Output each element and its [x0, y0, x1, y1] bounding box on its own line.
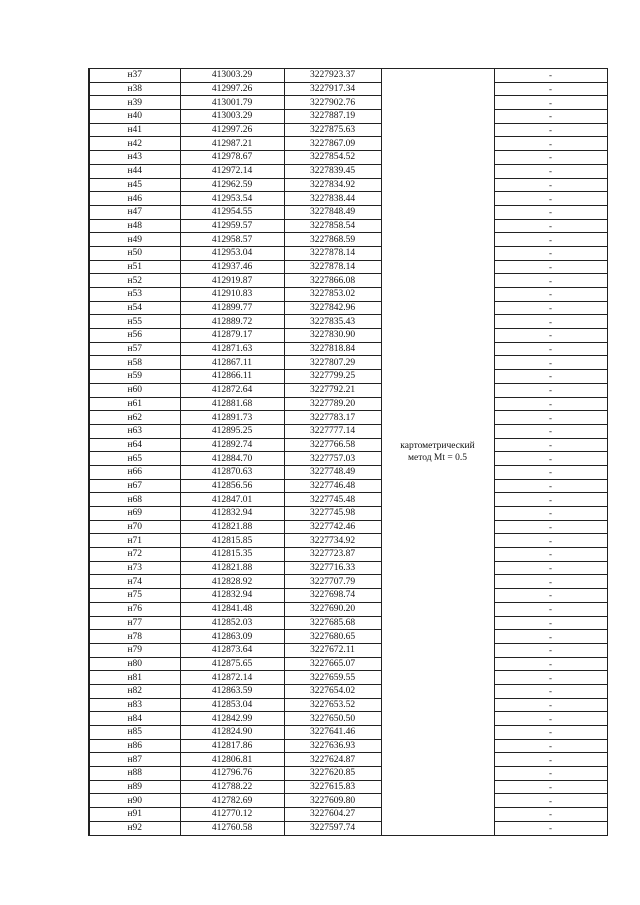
coordinate-y: 3227757.03 — [284, 452, 381, 466]
table-row — [89, 684, 607, 698]
mark-cell: - — [494, 151, 607, 165]
mark-cell: - — [494, 561, 607, 575]
table-row — [89, 82, 607, 96]
mark-cell: - — [494, 753, 607, 767]
point-name: н57 — [89, 342, 180, 356]
coordinate-x: 412832.94 — [180, 507, 284, 521]
mark-cell: - — [494, 438, 607, 452]
coordinate-x: 412889.72 — [180, 315, 284, 329]
coordinate-x: 412879.17 — [180, 329, 284, 343]
point-name: н60 — [89, 383, 180, 397]
point-name: н44 — [89, 164, 180, 178]
coordinate-x: 412954.55 — [180, 205, 284, 219]
coordinate-x: 412824.90 — [180, 726, 284, 740]
coordinate-y: 3227745.98 — [284, 507, 381, 521]
coordinate-y: 3227878.14 — [284, 260, 381, 274]
mark-cell: - — [494, 794, 607, 808]
coordinate-y: 3227887.19 — [284, 110, 381, 124]
coordinate-y: 3227734.92 — [284, 534, 381, 548]
coordinate-y: 3227917.34 — [284, 82, 381, 96]
mark-cell: - — [494, 370, 607, 384]
coordinate-x: 413003.29 — [180, 69, 284, 83]
mark-cell: - — [494, 288, 607, 302]
point-name: н78 — [89, 630, 180, 644]
coordinate-y: 3227902.76 — [284, 96, 381, 110]
coordinate-y: 3227641.46 — [284, 726, 381, 740]
mark-cell: - — [494, 507, 607, 521]
table-row — [89, 794, 607, 808]
table-row — [89, 739, 607, 753]
coordinate-x: 412866.11 — [180, 370, 284, 384]
point-name: н43 — [89, 151, 180, 165]
point-name: н67 — [89, 479, 180, 493]
coordinate-x: 413001.79 — [180, 96, 284, 110]
mark-cell: - — [494, 493, 607, 507]
table-row — [89, 397, 607, 411]
coordinate-y: 3227835.43 — [284, 315, 381, 329]
coordinate-y: 3227698.74 — [284, 589, 381, 603]
table-row — [89, 274, 607, 288]
table-row — [89, 643, 607, 657]
table-row — [89, 356, 607, 370]
coordinate-x: 412863.59 — [180, 684, 284, 698]
table-row — [89, 780, 607, 794]
mark-cell: - — [494, 192, 607, 206]
mark-cell: - — [494, 520, 607, 534]
coordinate-y: 3227690.20 — [284, 602, 381, 616]
coordinate-y: 3227665.07 — [284, 657, 381, 671]
table-row — [89, 561, 607, 575]
coordinate-y: 3227745.48 — [284, 493, 381, 507]
table-row — [89, 178, 607, 192]
point-name: н89 — [89, 780, 180, 794]
point-name: н50 — [89, 246, 180, 260]
coordinate-x: 412937.46 — [180, 260, 284, 274]
mark-cell: - — [494, 767, 607, 781]
mark-cell: - — [494, 137, 607, 151]
point-name: н76 — [89, 602, 180, 616]
table-row — [89, 589, 607, 603]
mark-cell: - — [494, 548, 607, 562]
table-row — [89, 452, 607, 466]
table-row — [89, 507, 607, 521]
mark-cell: - — [494, 397, 607, 411]
mark-cell: - — [494, 616, 607, 630]
coordinate-y: 3227853.02 — [284, 288, 381, 302]
point-name: н63 — [89, 424, 180, 438]
table-row — [89, 370, 607, 384]
table-row — [89, 383, 607, 397]
mark-cell: - — [494, 383, 607, 397]
mark-cell: - — [494, 575, 607, 589]
point-name: н71 — [89, 534, 180, 548]
coordinate-x: 412959.57 — [180, 219, 284, 233]
coordinate-y: 3227723.87 — [284, 548, 381, 562]
coordinate-x: 412953.54 — [180, 192, 284, 206]
coordinate-y: 3227830.90 — [284, 329, 381, 343]
coordinates-sheet — [88, 68, 606, 836]
coordinate-x: 412870.63 — [180, 465, 284, 479]
point-name: н88 — [89, 767, 180, 781]
table-row — [89, 479, 607, 493]
mark-cell: - — [494, 424, 607, 438]
table-row — [89, 493, 607, 507]
mark-cell: - — [494, 780, 607, 794]
table-row — [89, 657, 607, 671]
coordinate-x: 412817.86 — [180, 739, 284, 753]
point-name: н38 — [89, 82, 180, 96]
coordinate-x: 412832.94 — [180, 589, 284, 603]
coordinate-y: 3227818.84 — [284, 342, 381, 356]
mark-cell: - — [494, 329, 607, 343]
point-name: н52 — [89, 274, 180, 288]
coordinate-x: 412972.14 — [180, 164, 284, 178]
coordinate-x: 412873.64 — [180, 643, 284, 657]
table-row — [89, 246, 607, 260]
table-row — [89, 69, 607, 83]
coordinate-y: 3227834.92 — [284, 178, 381, 192]
method-cell — [381, 69, 494, 836]
mark-cell: - — [494, 671, 607, 685]
table-row — [89, 342, 607, 356]
coordinate-y: 3227636.93 — [284, 739, 381, 753]
coordinate-y: 3227766.58 — [284, 438, 381, 452]
coordinate-y: 3227875.63 — [284, 123, 381, 137]
point-name: н68 — [89, 493, 180, 507]
mark-cell: - — [494, 219, 607, 233]
point-name: н73 — [89, 561, 180, 575]
point-name: н62 — [89, 411, 180, 425]
point-name: н87 — [89, 753, 180, 767]
table-row — [89, 602, 607, 616]
point-name: н46 — [89, 192, 180, 206]
coordinate-x: 412872.14 — [180, 671, 284, 685]
point-name: н79 — [89, 643, 180, 657]
coordinate-y: 3227783.17 — [284, 411, 381, 425]
coordinate-x: 412821.88 — [180, 561, 284, 575]
point-name: н40 — [89, 110, 180, 124]
coordinate-y: 3227807.29 — [284, 356, 381, 370]
coordinate-x: 413003.29 — [180, 110, 284, 124]
coordinate-y: 3227789.20 — [284, 397, 381, 411]
point-name: н45 — [89, 178, 180, 192]
coordinate-y: 3227848.49 — [284, 205, 381, 219]
point-name: н81 — [89, 671, 180, 685]
coordinate-x: 412978.67 — [180, 151, 284, 165]
point-name: н39 — [89, 96, 180, 110]
coordinate-y: 3227838.44 — [284, 192, 381, 206]
table-row — [89, 137, 607, 151]
mark-cell: - — [494, 698, 607, 712]
coordinate-y: 3227742.46 — [284, 520, 381, 534]
coordinate-y: 3227680.65 — [284, 630, 381, 644]
mark-cell: - — [494, 643, 607, 657]
coordinate-x: 412815.85 — [180, 534, 284, 548]
point-name: н65 — [89, 452, 180, 466]
coordinate-y: 3227615.83 — [284, 780, 381, 794]
coordinate-y: 3227866.08 — [284, 274, 381, 288]
table-row — [89, 808, 607, 822]
point-name: н56 — [89, 329, 180, 343]
point-name: н92 — [89, 821, 180, 835]
mark-cell: - — [494, 602, 607, 616]
table-row — [89, 767, 607, 781]
coordinate-y: 3227868.59 — [284, 233, 381, 247]
point-name: н80 — [89, 657, 180, 671]
point-name: н74 — [89, 575, 180, 589]
mark-cell: - — [494, 178, 607, 192]
coordinate-x: 412872.64 — [180, 383, 284, 397]
table-row — [89, 96, 607, 110]
table-row — [89, 424, 607, 438]
coordinate-x: 412997.26 — [180, 82, 284, 96]
point-name: н55 — [89, 315, 180, 329]
coordinate-x: 412884.70 — [180, 452, 284, 466]
point-name: н91 — [89, 808, 180, 822]
table-row — [89, 301, 607, 315]
coordinate-x: 412760.58 — [180, 821, 284, 835]
coordinate-y: 3227707.79 — [284, 575, 381, 589]
coordinate-y: 3227624.87 — [284, 753, 381, 767]
coordinate-x: 412853.04 — [180, 698, 284, 712]
coordinate-x: 412867.11 — [180, 356, 284, 370]
coordinate-y: 3227842.96 — [284, 301, 381, 315]
table-row — [89, 164, 607, 178]
coordinate-x: 412953.04 — [180, 246, 284, 260]
coordinate-y: 3227839.45 — [284, 164, 381, 178]
point-name: н70 — [89, 520, 180, 534]
table-row — [89, 534, 607, 548]
mark-cell: - — [494, 260, 607, 274]
point-name: н90 — [89, 794, 180, 808]
mark-cell: - — [494, 82, 607, 96]
point-name: н75 — [89, 589, 180, 603]
coordinate-y: 3227716.33 — [284, 561, 381, 575]
coordinate-x: 412892.74 — [180, 438, 284, 452]
coordinate-x: 412788.22 — [180, 780, 284, 794]
table-row — [89, 726, 607, 740]
mark-cell: - — [494, 808, 607, 822]
point-name: н86 — [89, 739, 180, 753]
coordinate-x: 412863.09 — [180, 630, 284, 644]
point-name: н58 — [89, 356, 180, 370]
table-row — [89, 411, 607, 425]
coordinate-y: 3227878.14 — [284, 246, 381, 260]
point-name: н61 — [89, 397, 180, 411]
mark-cell: - — [494, 657, 607, 671]
mark-cell: - — [494, 315, 607, 329]
coordinate-y: 3227654.02 — [284, 684, 381, 698]
coordinate-y: 3227923.37 — [284, 69, 381, 83]
mark-cell: - — [494, 726, 607, 740]
coordinate-y: 3227650.50 — [284, 712, 381, 726]
mark-cell: - — [494, 96, 607, 110]
point-name: н41 — [89, 123, 180, 137]
coordinate-x: 412899.77 — [180, 301, 284, 315]
coordinate-x: 412891.73 — [180, 411, 284, 425]
mark-cell: - — [494, 479, 607, 493]
table-row — [89, 821, 607, 835]
coordinate-y: 3227597.74 — [284, 821, 381, 835]
mark-cell: - — [494, 452, 607, 466]
coordinate-x: 412852.03 — [180, 616, 284, 630]
coordinate-x: 412847.01 — [180, 493, 284, 507]
coordinate-x: 412828.92 — [180, 575, 284, 589]
point-name: н37 — [89, 69, 180, 83]
coordinate-y: 3227867.09 — [284, 137, 381, 151]
mark-cell: - — [494, 684, 607, 698]
coordinate-y: 3227748.49 — [284, 465, 381, 479]
mark-cell: - — [494, 233, 607, 247]
coordinate-y: 3227620.85 — [284, 767, 381, 781]
coordinate-x: 412842.99 — [180, 712, 284, 726]
point-name: н84 — [89, 712, 180, 726]
mark-cell: - — [494, 630, 607, 644]
coordinate-x: 412815.35 — [180, 548, 284, 562]
coordinate-y: 3227653.52 — [284, 698, 381, 712]
coordinate-y: 3227799.25 — [284, 370, 381, 384]
table-row — [89, 219, 607, 233]
point-name: н51 — [89, 260, 180, 274]
mark-cell: - — [494, 712, 607, 726]
point-name: н66 — [89, 465, 180, 479]
table-row — [89, 192, 607, 206]
table-row — [89, 329, 607, 343]
point-name: н82 — [89, 684, 180, 698]
table-row — [89, 548, 607, 562]
table-row — [89, 616, 607, 630]
coordinate-y: 3227854.52 — [284, 151, 381, 165]
coordinate-x: 412770.12 — [180, 808, 284, 822]
mark-cell: - — [494, 342, 607, 356]
coordinate-x: 412910.83 — [180, 288, 284, 302]
table-row — [89, 315, 607, 329]
coordinate-x: 412821.88 — [180, 520, 284, 534]
table-row — [89, 288, 607, 302]
coordinate-y: 3227858.54 — [284, 219, 381, 233]
coordinate-x: 412856.56 — [180, 479, 284, 493]
coordinate-x: 412881.68 — [180, 397, 284, 411]
mark-cell: - — [494, 205, 607, 219]
point-name: н64 — [89, 438, 180, 452]
coordinate-x: 412987.21 — [180, 137, 284, 151]
coordinates-table — [88, 68, 608, 836]
point-name: н47 — [89, 205, 180, 219]
coordinate-y: 3227777.14 — [284, 424, 381, 438]
coordinate-x: 412782.69 — [180, 794, 284, 808]
table-row — [89, 205, 607, 219]
point-name: н77 — [89, 616, 180, 630]
coordinate-x: 412895.25 — [180, 424, 284, 438]
mark-cell: - — [494, 739, 607, 753]
mark-cell: - — [494, 534, 607, 548]
table-row — [89, 712, 607, 726]
table-row — [89, 698, 607, 712]
table-row — [89, 575, 607, 589]
coordinate-x: 412875.65 — [180, 657, 284, 671]
mark-cell: - — [494, 589, 607, 603]
point-name: н85 — [89, 726, 180, 740]
table-row — [89, 465, 607, 479]
coordinate-x: 412962.59 — [180, 178, 284, 192]
coordinate-x: 412919.87 — [180, 274, 284, 288]
mark-cell: - — [494, 246, 607, 260]
coordinate-x: 412958.57 — [180, 233, 284, 247]
mark-cell: - — [494, 164, 607, 178]
coordinate-x: 412841.48 — [180, 602, 284, 616]
point-name: н72 — [89, 548, 180, 562]
table-row — [89, 630, 607, 644]
point-name: н48 — [89, 219, 180, 233]
point-name: н42 — [89, 137, 180, 151]
coordinate-y: 3227792.21 — [284, 383, 381, 397]
mark-cell: - — [494, 301, 607, 315]
table-row — [89, 233, 607, 247]
method-line-1: картометрический — [400, 440, 475, 451]
point-name: н83 — [89, 698, 180, 712]
table-row — [89, 753, 607, 767]
mark-cell: - — [494, 123, 607, 137]
coordinate-x: 412871.63 — [180, 342, 284, 356]
coordinate-y: 3227604.27 — [284, 808, 381, 822]
coordinate-x: 412806.81 — [180, 753, 284, 767]
coordinate-y: 3227685.68 — [284, 616, 381, 630]
mark-cell: - — [494, 356, 607, 370]
coordinate-y: 3227746.48 — [284, 479, 381, 493]
mark-cell: - — [494, 69, 607, 83]
table-row — [89, 438, 607, 452]
coordinate-x: 412796.76 — [180, 767, 284, 781]
table-row — [89, 260, 607, 274]
mark-cell: - — [494, 465, 607, 479]
point-name: н53 — [89, 288, 180, 302]
coordinate-y: 3227609.80 — [284, 794, 381, 808]
mark-cell: - — [494, 274, 607, 288]
method-line-2: метод Mt = 0.5 — [407, 452, 467, 463]
point-name: н59 — [89, 370, 180, 384]
coordinates-table-body — [89, 69, 607, 836]
table-row — [89, 123, 607, 137]
coordinate-x: 412997.26 — [180, 123, 284, 137]
coordinate-y: 3227659.55 — [284, 671, 381, 685]
mark-cell: - — [494, 821, 607, 835]
coordinate-y: 3227672.11 — [284, 643, 381, 657]
table-row — [89, 520, 607, 534]
point-name: н49 — [89, 233, 180, 247]
table-row — [89, 671, 607, 685]
table-row — [89, 151, 607, 165]
point-name: н69 — [89, 507, 180, 521]
mark-cell: - — [494, 411, 607, 425]
table-row — [89, 110, 607, 124]
point-name: н54 — [89, 301, 180, 315]
mark-cell: - — [494, 110, 607, 124]
